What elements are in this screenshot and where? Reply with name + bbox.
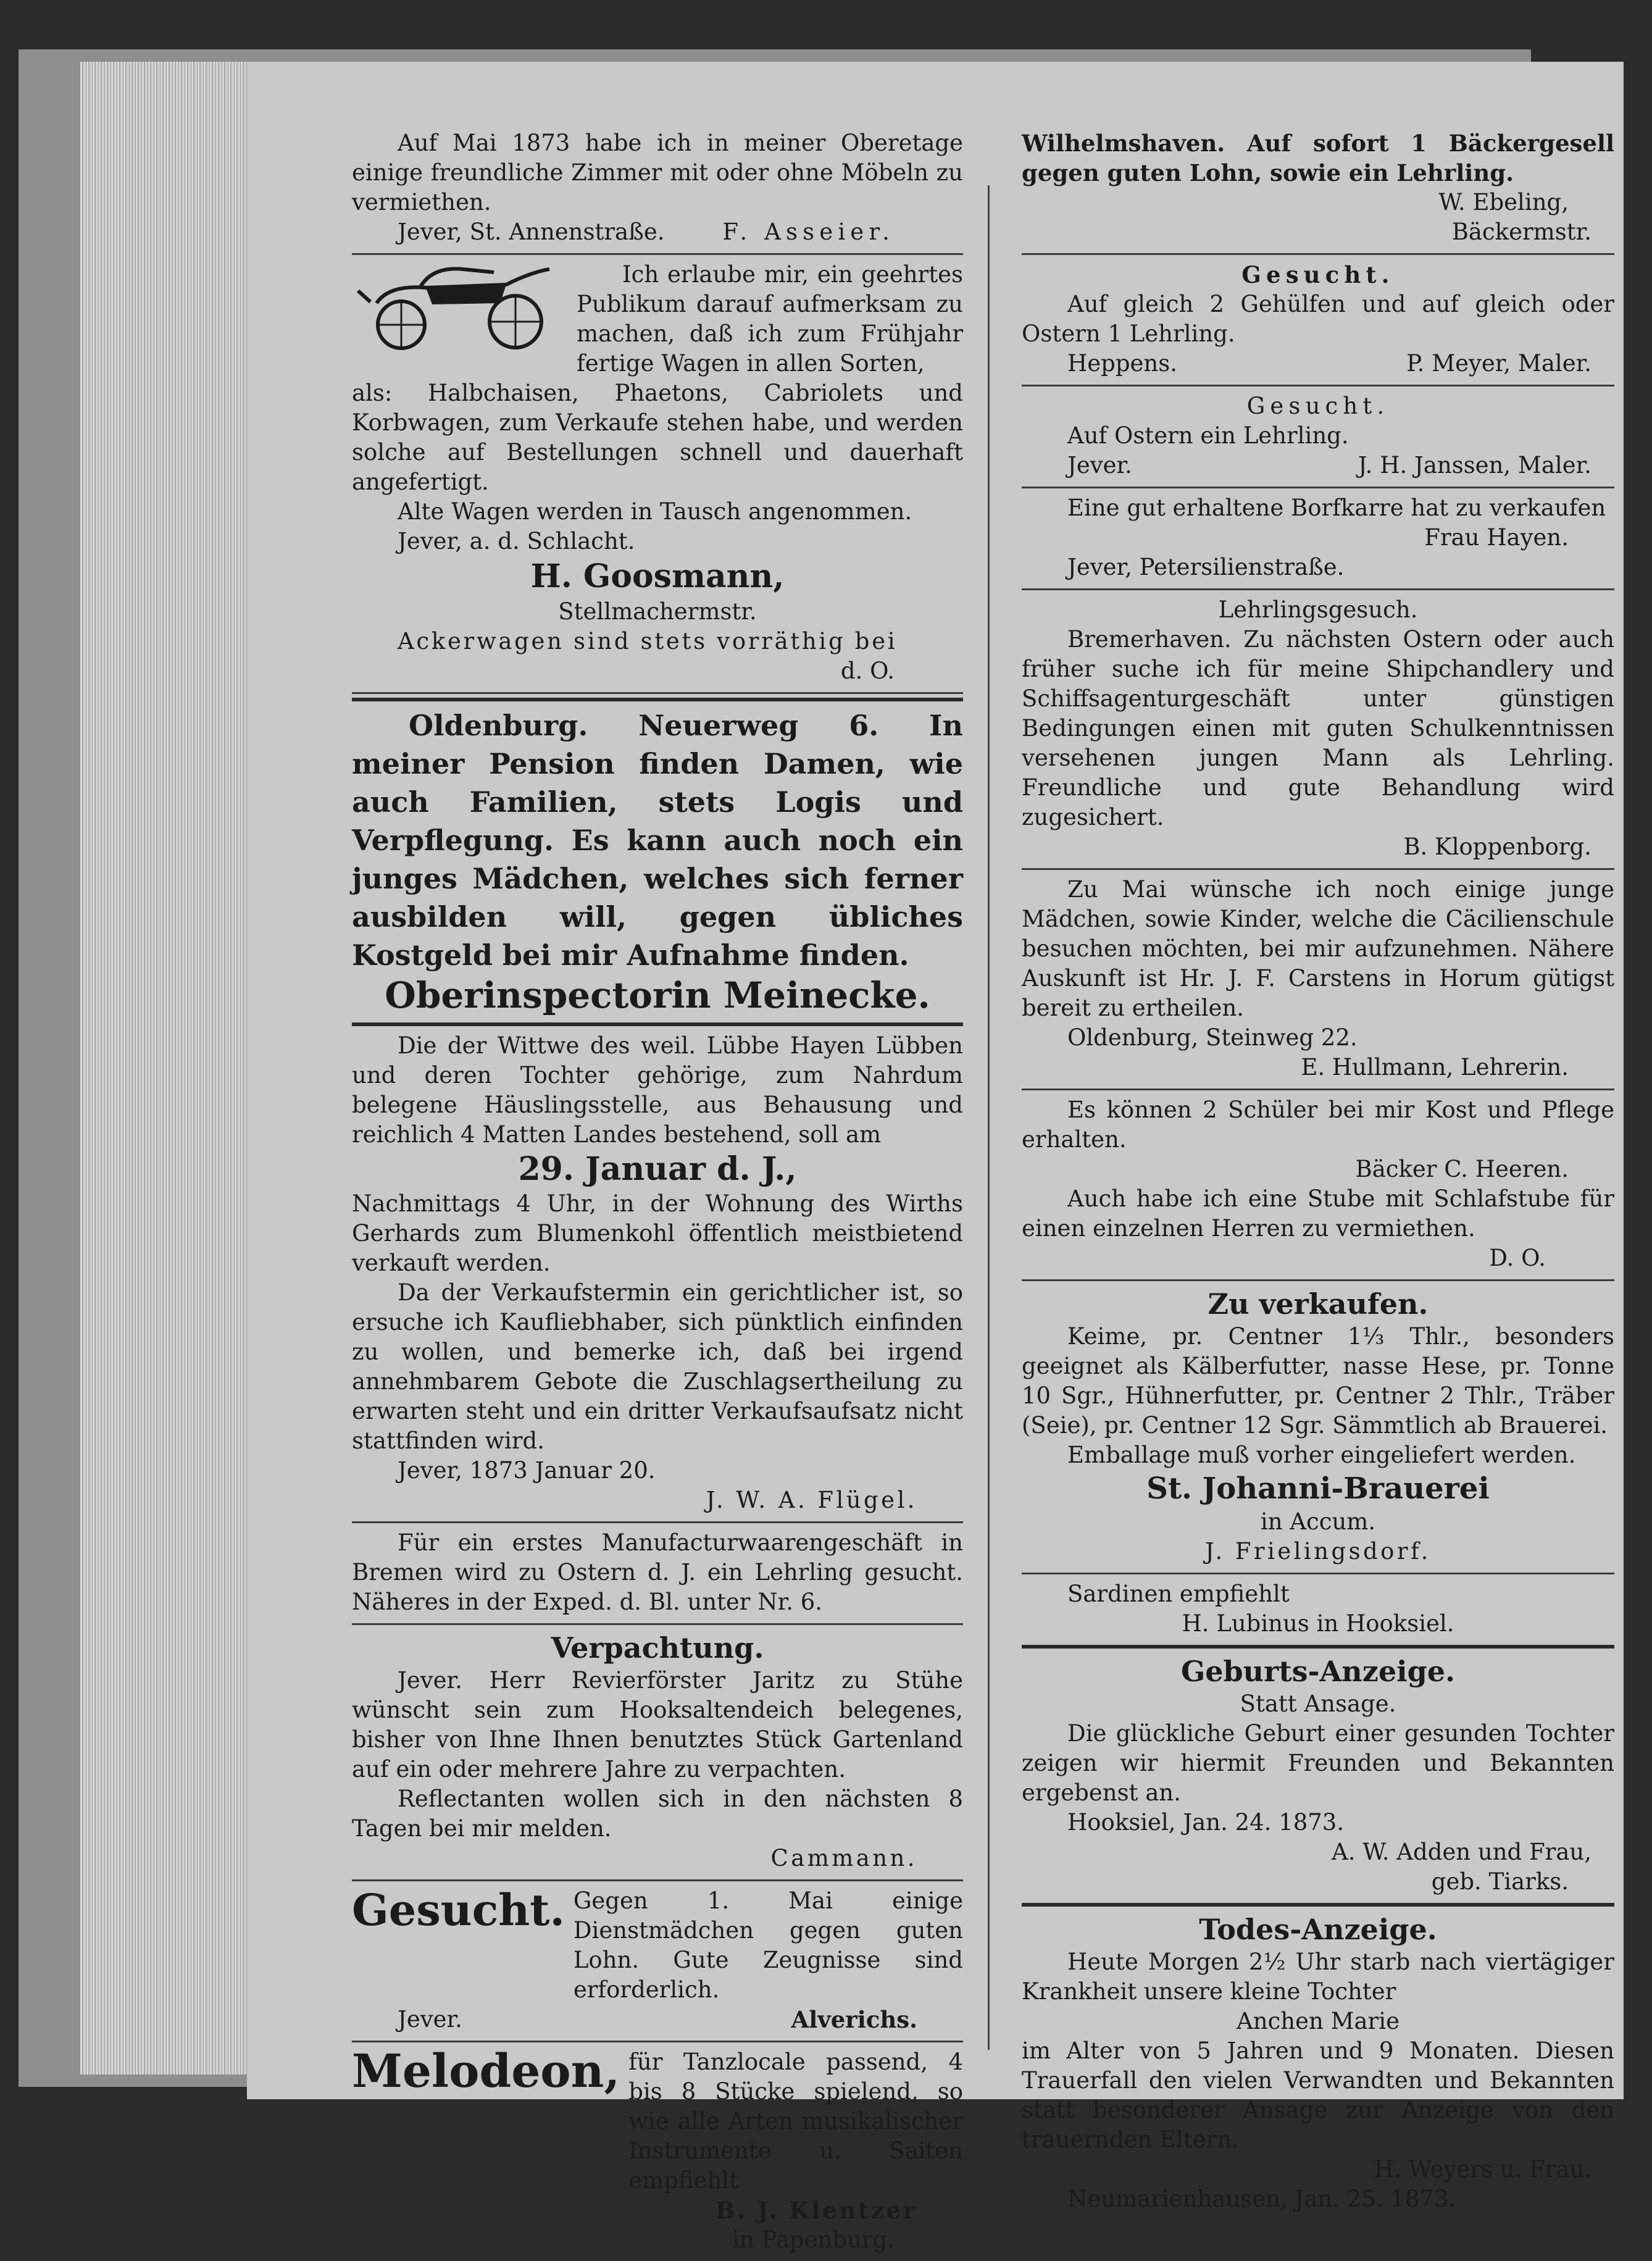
ad-signature: St. Johanni-Brauerei [1146,1471,1490,1506]
ad-text: Auf Mai 1873 habe ich in meiner Oberetage einige freundliche Zimmer mit oder ohne Möbeln zu vermiethen. [352,130,963,215]
ad-signature: J. Frielingsdorf. [1204,1538,1431,1565]
ad-place: Jever. [398,2006,462,2033]
ad-signature: E. Hullmann, Lehrerin. [1301,1054,1569,1080]
ad-tod [1022,1907,1614,2220]
ad-place: Jever, a. d. Schlacht. [398,528,635,554]
ad-signature: B. J. Klentzer [715,2197,917,2224]
ad-heading: Todes-Anzeige. [1199,1913,1437,1946]
ad-heading: Gesucht. [1246,393,1390,419]
ad-signature: H. Weyers u. Frau. [1374,2156,1592,2183]
ad-text: Wilhelmshaven. Auf sofort 1 Bäckergesell gegen guten Lohn, sowie ein Lehrling. [1022,130,1614,186]
ad-text: Die glückliche Geburt einer gesunden Tochter zeigen wir hiermit Freunden und Bekannten ergebenst an. [1022,1720,1614,1806]
ad-heading: Verpachtung. [551,1631,764,1665]
ad-date: 29. Januar d. J., [518,1150,797,1188]
ad-text: für Tanzlocale passend, 4 bis 8 Stücke spielend, so wie alle Arten musikalischer Instrumente u. Saiten empfiehlt [628,2049,963,2194]
ad-text: Zu Mai wünsche ich noch einige junge Mädchen, sowie Kinder, welche die Cäcilienschule besuchen möchten, bei mir aufzunehmen. Nähere Auskunft ist Hr. J. F. Carstens in Horum gütigst bereit zu ertheilen. [1022,876,1614,1021]
ad-text: Für ein erstes Manufacturwaarengeschäft in Bremen wird zu Ostern d. J. ein Lehrling gesucht. Näheres in der Exped. d. Bl. unter Nr. 6. [352,1529,963,1615]
ad-heading: Gesucht. [352,1884,565,1936]
ad-text: Heute Morgen 2½ Uhr starb nach viertägiger Krankheit unsere kleine Tochter [1022,1949,1614,2005]
ad-text: Da der Verkaufstermin ein gerichtlicher ist, so ersuche ich Kaufliebhaber, sich pünktlich einfinden zu wollen, und bemerke ich, daß bei irgend annehmbarem Gebote die Zuschlagsertheilung zu erwarten steht und ein dritter Verkaufsaufsatz nicht stattfinden wird. [352,1279,963,1454]
ad-text: Jever. Herr Revierförster Jaritz zu Stühe wünscht sein zum Hooksaltendeich belegenes, bisher von Ihne Ihnen benutztes Stück Gartenland auf ein oder mehrere Jahre zu verpachten. [352,1667,963,1782]
ad-title: Bäckermstr. [1451,219,1592,245]
ad-text: Alte Wagen werden in Tausch angenommen. [398,498,912,525]
ad-janssen [1022,387,1614,488]
ad-text: Oldenburg. Neuerweg 6. In meiner Pension finden Damen, wie auch Familien, stets Logis und Verpflegung. Es kann auch noch ein junges Mädchen, welches sich ferner ausbilden will, gegen übliches Kostgeld bei mir Aufnahme finden. [352,709,963,972]
ad-text: Reflectanten wollen sich in den nächsten 8 Tagen bei mir melden. [352,1786,963,1842]
ad-place: Hooksiel, Jan. 24. 1873. [1067,1809,1345,1836]
ad-signature: Alverichs. [791,2006,917,2033]
ad-place: Oldenburg, Steinweg 22. [1067,1024,1358,1051]
ad-text: Keime, pr. Centner 1⅓ Thlr., besonders geeignet als Kälberfutter, nasse Hese, pr. Tonne 10 Sgr., Hühnerfutter, pr. Centner 2 Thlr., Träber (Seie), pr. Centner 12 Sgr. Sämmtlich ab Brauerei. [1022,1323,1614,1439]
ad-subheading: Statt Ansage. [1240,1691,1396,1717]
ad-signature: Oberinspectorin Meinecke. [385,974,930,1016]
ad-text: Die der Wittwe des weil. Lübbe Hayen Lübben und deren Tochter gehörige, zum Nahrdum belegene Häuslingsstelle, aus Behausung und reichlich 4 Matten Landes bestehend, soll am [352,1032,963,1148]
ad-text: als: Halbchaisen, Phaetons, Cabriolets und Korbwagen, zum Verkaufe stehen habe, und werden solche auf Bestellungen schnell und dauerhaft angefertigt. [352,380,963,495]
ad-text: Auf gleich 2 Gehülfen und auf gleich oder Ostern 1 Lehrling. [1022,291,1614,347]
left-column [352,123,963,2261]
carriage-icon [352,260,568,353]
ad-signature: W. Ebeling, [1438,189,1569,215]
right-column [1022,123,1614,2220]
ad-geburt [1022,1649,1614,1907]
ad-place: Jever, St. Annenstraße. [398,219,665,245]
page-edges [80,62,259,2075]
ad-asseier [352,123,963,255]
ad-heading: Zu verkaufen. [1208,1287,1429,1321]
ad-signature: H. Lubinus in Hooksiel. [1182,1610,1454,1637]
ad-signature: Frau Hayen. [1424,524,1569,551]
ad-text: Eine gut erhaltene Borfkarre hat zu verkaufen [1067,495,1606,521]
ad-place: Jever. [1067,452,1132,479]
ad-lubinus [1022,1574,1614,1649]
ad-place: Heppens. [1067,350,1178,377]
ad-signature: B. Kloppenborg. [1403,834,1592,860]
ad-bremen [352,1523,963,1625]
ad-text: Emballage muß vorher eingeliefert werden. [1067,1442,1576,1468]
ad-text: Gegen 1. Mai einige Dienstmädchen gegen guten Lohn. Gute Zeugnisse sind erforderlich. [573,1887,963,2003]
ad-text: Ich erlaube mir, ein geehrtes Publikum darauf aufmerksam zu machen, daß ich zum Frühjahr fertige Wagen in allen Sorten, [577,261,963,377]
ad-signature: F. Asseier. [722,219,895,245]
ad-goosmann [352,255,963,694]
ad-signature: Bäcker C. Heeren. [1355,1156,1569,1182]
ad-heeren [1022,1090,1614,1281]
ad-signature: J. H. Janssen, Maler. [1358,452,1592,479]
ad-child-name: Anchen Marie [1237,2008,1400,2034]
ad-heading: Melodeon, [352,2045,620,2098]
ad-text: Es können 2 Schüler bei mir Kost und Pflege erhalten. [1022,1097,1614,1153]
ad-heading: Gesucht. [1241,261,1395,288]
ad-text: im Alter von 5 Jahren und 9 Monaten. Diesen Trauerfall den vielen Verwandten und Bekannten statt besonderer Ansage zur Anzeige von den trauernden Eltern. [1022,2037,1614,2153]
column-divider [988,185,990,2050]
ad-signature: J. W. A. Flügel. [706,1487,917,1513]
ad-place: in Accum. [1260,1508,1376,1535]
ad-place: Neumarienhausen, Jan. 25. 1873. [1067,2186,1456,2212]
ad-note: Ackerwagen sind stets vorräthig bei [398,628,898,654]
ad-signature: geb. Tiarks. [1431,1868,1569,1895]
ad-signature: D. O. [1489,1245,1546,1271]
ad-text: Nachmittags 4 Uhr, in der Wohnung des Wirths Gerhards zum Blumenkohl öffentlich meistbietend verkauft werden. [352,1190,963,1276]
ad-place: in Papenburg. [732,2226,895,2253]
ad-klentzer [352,2042,963,2261]
ad-hullmann [1022,870,1614,1090]
ad-place: Jever, Petersilienstraße. [1067,554,1345,580]
ad-place: Jever, 1873 Januar 20. [398,1457,656,1484]
ad-kloppenborg [1022,590,1614,870]
ad-signature: Cammann. [770,1845,917,1871]
ad-text: Auf Ostern ein Lehrling. [1067,422,1349,449]
ad-alverichs [352,1881,963,2042]
ad-title: Stellmachermstr. [558,598,757,625]
ad-ebeling [1022,123,1614,255]
ad-meyer [1022,255,1614,387]
ad-fluegel [352,1026,963,1523]
ad-heading: Geburts-Anzeige. [1180,1655,1456,1688]
ad-heading: Lehrlingsgesuch. [1218,596,1418,623]
ad-signature: H. Goosmann, [530,558,785,595]
ad-signature: P. Meyer, Maler. [1406,350,1592,377]
ad-text: Bremerhaven. Zu nächsten Ostern oder auch früher suche ich für meine Shipchandlery und Schiffsagenturgeschäft unter günstigen Bedingungen einen mit guten Schulkenntnissen versehenen jungen Mann als Lehrling. Freundliche und gute Behandlung wird zugesichert. [1022,626,1614,830]
ad-cammann [352,1625,963,1881]
ad-text: Auch habe ich eine Stube mit Schlafstube für einen einzelnen Herren zu vermiethen. [1022,1185,1614,1242]
ad-meinecke [352,698,963,1026]
ad-signature: d. O. [840,658,895,684]
ad-brauerei [1022,1281,1614,1574]
ad-text: Sardinen empfiehlt [1067,1581,1290,1607]
ad-hayen [1022,488,1614,590]
ad-signature: A. W. Adden und Frau, [1331,1839,1592,1865]
